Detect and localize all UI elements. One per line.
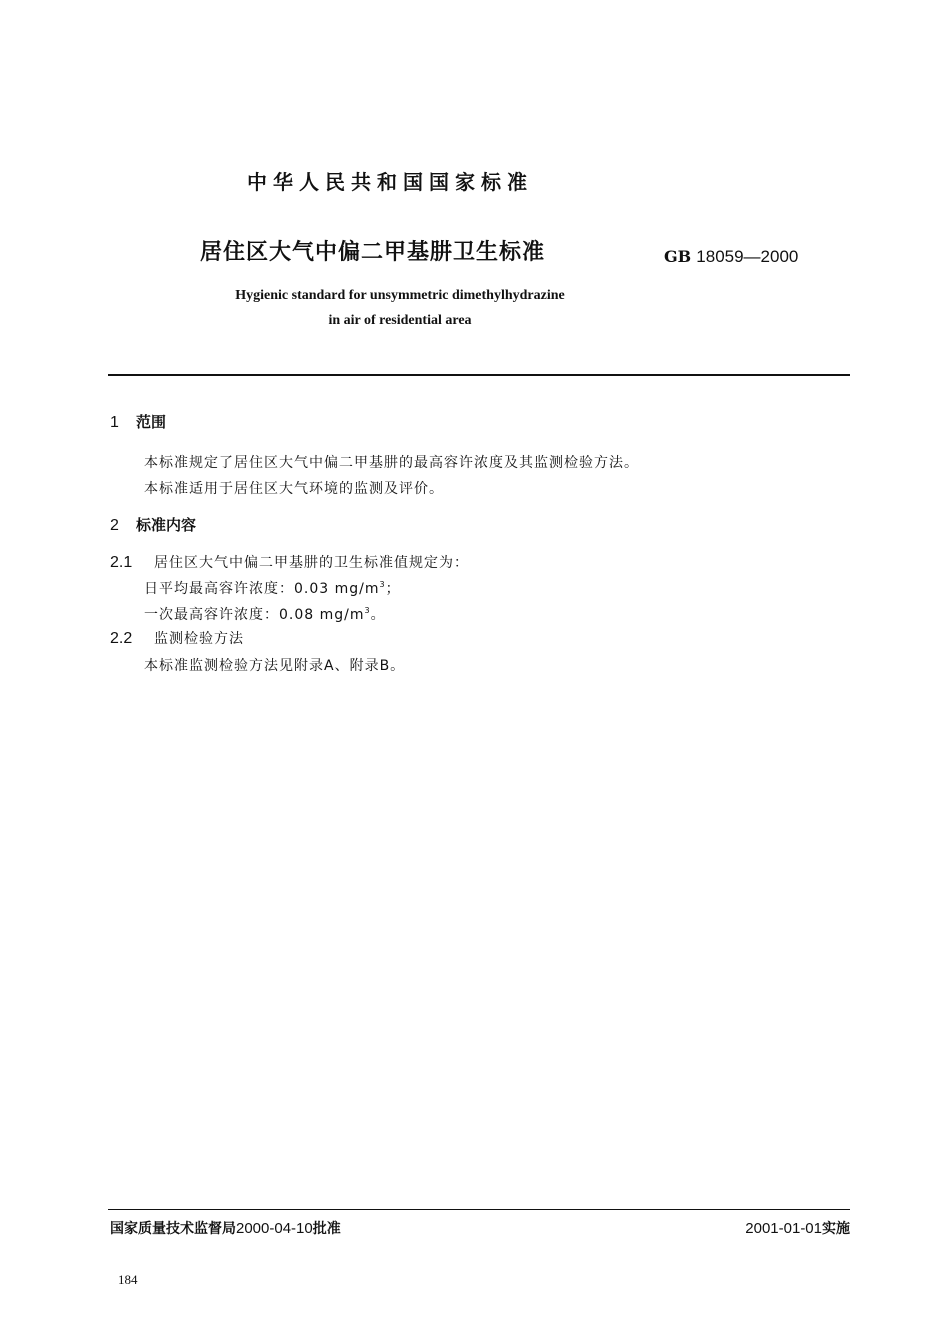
standard-code-number: 18059—2000 (696, 247, 799, 266)
effective-info (745, 1218, 850, 1238)
subsection-2-1-text: 居住区大气中偏二甲基肼的卫生标准值规定为： (154, 555, 469, 571)
section-2-title: 标准内容 (136, 516, 197, 534)
subsection-2-2-text: 监测检验方法 (154, 631, 244, 647)
document-title-en-line1: Hygienic standard for unsymmetric dimethylhydrazine (235, 288, 565, 303)
header-divider (108, 374, 850, 376)
subsection-2-2-number: 2.2 (110, 630, 133, 647)
footer-divider (108, 1209, 850, 1210)
subsection-2-1-number: 2.1 (110, 554, 133, 571)
approval-info (110, 1218, 341, 1238)
section-1-paragraph-2: 本标准适用于居住区大气环境的监测及评价。 (144, 481, 444, 497)
effective-date: 2001-01-01 (745, 1220, 822, 1237)
approval-date: 2000-04-10 (236, 1220, 313, 1237)
approval-org: 国家质量技术监督局 (110, 1221, 236, 1237)
section-1-paragraph-1: 本标准规定了居住区大气中偏二甲基肼的最高容许浓度及其监测检验方法。 (144, 455, 639, 471)
daily-average-limit: 日平均最高容许浓度：0.03 $mg/m^3$； (144, 580, 401, 597)
subsection-2-1-heading (110, 552, 469, 572)
effective-label: 实施 (822, 1221, 850, 1237)
section-1-number: 1 (110, 414, 119, 431)
standard-code (664, 247, 798, 267)
subsection-2-2-heading (110, 628, 244, 648)
document-title-en-line2: in air of residential area (328, 313, 472, 328)
section-2-heading (110, 514, 196, 535)
document-title-cn: 居住区大气中偏二甲基肼卫生标准 (200, 240, 546, 265)
standard-code-prefix: GB (664, 247, 692, 266)
section-1-heading (110, 411, 166, 432)
one-time-limit: 一次最高容许浓度：0.08 $mg/m^3$。 (144, 606, 386, 623)
subsection-2-2-paragraph: 本标准监测检验方法见附录A、附录B。 (144, 658, 406, 674)
national-standard-heading: 中华人民共和国国家标准 (247, 170, 533, 194)
section-1-title: 范围 (136, 413, 167, 431)
approval-label: 批准 (312, 1221, 341, 1237)
section-2-number: 2 (110, 517, 119, 534)
page-number: 184 (118, 1272, 138, 1287)
